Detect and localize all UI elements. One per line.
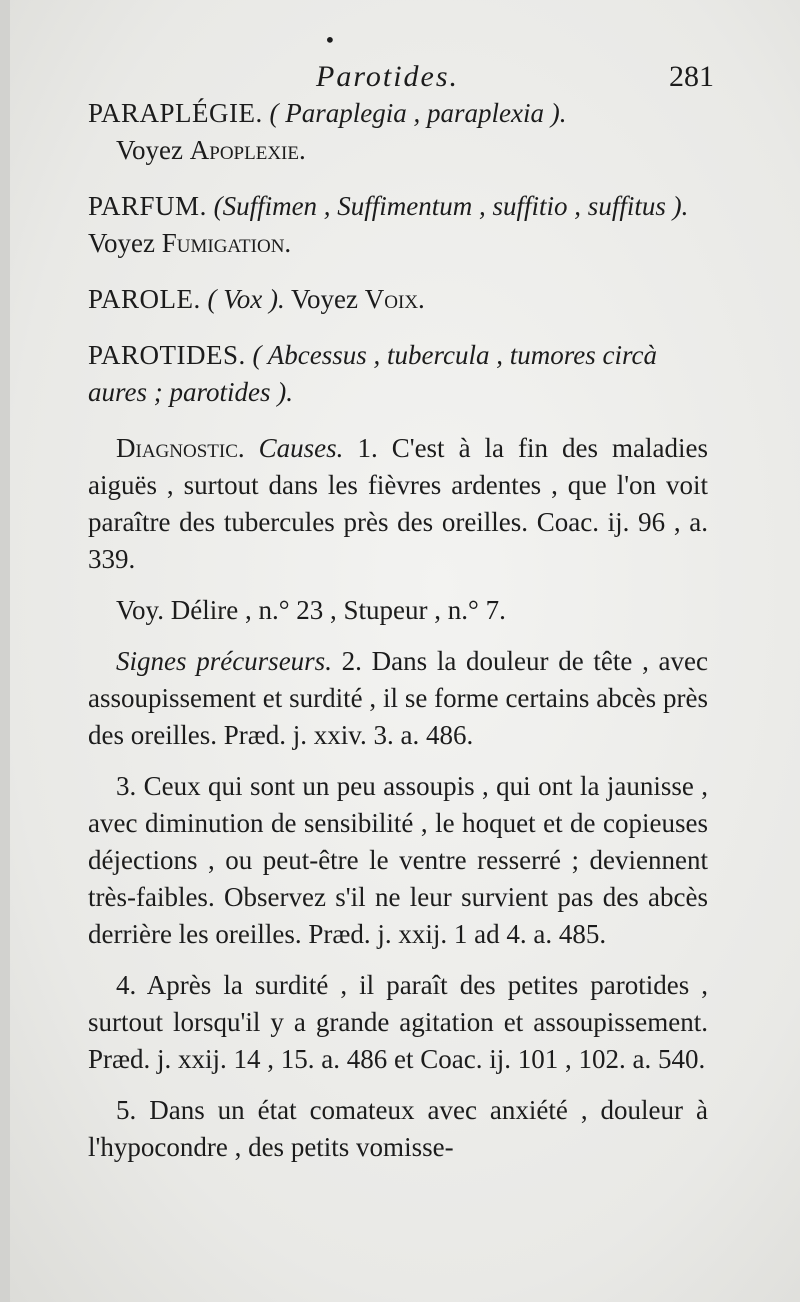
entry-headword: PARAPLÉGIE. bbox=[88, 98, 263, 128]
diagnostic-label: Diagnostic. bbox=[116, 433, 245, 463]
entry-parole bbox=[88, 281, 708, 318]
entry-parfum bbox=[88, 188, 708, 262]
entry-headword: PAROLE. bbox=[88, 284, 201, 314]
entry-synonyms: ( Abcessus , tubercula , tumores circà aures ; parotides ). bbox=[88, 340, 657, 407]
signes-text: 2. Dans la douleur de tête , avec assoupissement et surdité , il se forme certains abcès près des oreilles. Præd. j. xxiv. 3. a. 486. bbox=[88, 646, 709, 750]
causes-label: Causes. bbox=[258, 433, 344, 463]
signes-label: Signes précurseurs. bbox=[116, 646, 332, 676]
entry-synonyms: ( Paraplegia , paraplexia ). bbox=[269, 98, 567, 128]
entry-synonyms: (Suffimen , Suffimentum , suffitio , suffitus ). bbox=[213, 191, 689, 221]
running-head: Parotides. bbox=[316, 60, 460, 93]
entry-paraplegie bbox=[88, 95, 708, 169]
see-target: Voix. bbox=[364, 284, 425, 314]
paragraph-signes bbox=[88, 643, 708, 754]
see-target: Apoplexie. bbox=[189, 135, 306, 165]
paragraph-5: 5. Dans un état comateux avec anxiété , douleur à l'hypocondre , des petits vomisse- bbox=[88, 1095, 708, 1162]
paragraph-3: 3. Ceux qui sont un peu assoupis , qui ont la jaunisse , avec diminution de sensibilité , le hoquet et de copieuses déjections , ou peut-être le ventre resserré ; deviennent très-faibles. Observez s'il ne leur survient pas des abcès derrière les oreilles. Præd. j. xxij. 1 ad 4. a. 485. bbox=[88, 771, 708, 949]
cross-reference-line: Voy. Délire , n.° 23 , Stupeur , n.° 7. bbox=[116, 595, 506, 625]
entry-parotides bbox=[88, 337, 708, 411]
see-label: Voyez bbox=[88, 228, 155, 258]
page-header bbox=[86, 60, 714, 96]
entry-headword: PARFUM. bbox=[88, 191, 207, 221]
paragraph-4: 4. Après la surdité , il paraît des petites parotides , surtout lorsqu'il y a grande agitation et assoupissement. Præd. j. xxij. 14 , 15. a. 486 et Coac. ij. 101 , 102. a. 540. bbox=[88, 970, 708, 1074]
see-label: Voyez bbox=[291, 284, 359, 314]
entry-headword: PAROTIDES. bbox=[88, 340, 246, 370]
page-edge-shadow bbox=[0, 0, 10, 1302]
paragraph-diagnostic bbox=[88, 430, 708, 578]
page-number: 281 bbox=[669, 60, 714, 93]
entry-synonyms: ( Vox ). bbox=[207, 284, 285, 314]
see-target: Fumigation. bbox=[161, 228, 292, 258]
diagnostic-text: 1. C'est à la fin des maladies aiguës , surtout dans les fièvres ardentes , que l'on voit paraître des tubercules près des oreilles. Coac. ij. 96 , a. 339. bbox=[88, 433, 709, 574]
ink-dot: • bbox=[324, 28, 336, 52]
see-label: Voyez bbox=[116, 135, 183, 165]
page-content bbox=[88, 95, 708, 1180]
